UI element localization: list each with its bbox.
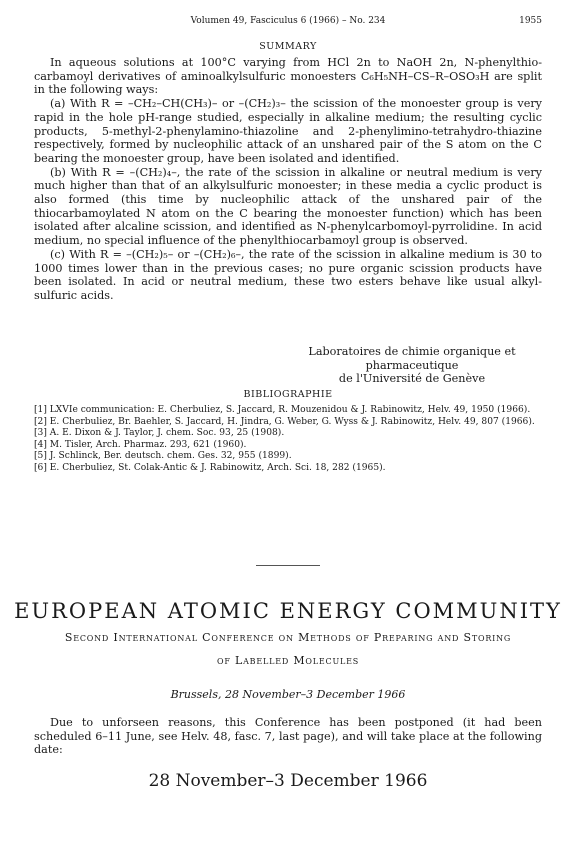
reference-item: [2] E. Cherbuliez, Br. Baehler, S. Jaccard, H. Jindra, G. Weber, G. Wyss & J. Rabinowitz, Helv. 49, 807 (1966).: [34, 416, 535, 427]
summary-paragraph-intro: In aqueous solutions at 100°C varying from HCl 2n to NaOH 2n, N-phenylthio-carbamoyl derivatives of aminoalkylsulfuric monoesters C₆H₅NH–CS–R–OSO₃H are split in the following ways:: [34, 56, 542, 97]
announcement-subtitle-line-1: Second International Conference on Methods of Preparing and Storing: [64, 631, 512, 644]
conference-place-date: Brussels, 28 November–3 December 1966: [170, 688, 406, 701]
summary-heading: SUMMARY: [259, 41, 317, 52]
reference-item: [6] E. Cherbuliez, St. Colak-Antic & J. Rabinowitz, Arch. Sci. 18, 282 (1965).: [34, 462, 386, 473]
reference-list: [34, 405, 546, 475]
summary-paragraph-a: (a) With R = –CH₂–CH(CH₃)– or –(CH₂)₃– the scission of the monoester group is very rapid in the hole pH-range studied, especially in alkaline medium; the resulting cyclic products, 5-methyl-2-phenylamino-thiazoline and 2-phenylimino-tetrahydro-thiazine respectively, formed by nucleophilic attack of an unshared pair of the S atom on the C bearing the monoester group, have been isolated and identified.: [34, 97, 542, 165]
reference-item: [1] LXVIe communication: E. Cherbuliez, S. Jaccard, R. Mouzenidou & J. Rabinowitz, Helv. 49, 1950 (1966).: [34, 405, 531, 415]
announcement-body: [34, 716, 542, 757]
summary-body: [34, 56, 542, 303]
affiliation: [292, 345, 532, 386]
summary-paragraph-c: (c) With R = –(CH₂)₅– or –(CH₂)₆–, the rate of the scission in alkaline medium is 30 to 1000 times lower than in the previous cases; no pure organic scission products have been isolated. In acid or neutral medium, these two esters behave like usual alkyl-sulfuric acids.: [34, 247, 542, 302]
affiliation-line-2: de l'Université de Genève: [338, 372, 486, 386]
announcement-title: EUROPEAN ATOMIC ENERGY COMMUNITY: [14, 599, 562, 623]
reference-item: [3] A. E. Dixon & J. Taylor, J. chem. Soc. 93, 25 (1908).: [34, 428, 285, 439]
summary-paragraph-b: (b) With R = –(CH₂)₄–, the rate of the scission in alkaline or neutral medium is very much higher than that of an alkylsulfuric monoester; in these media a cyclic product is also formed (this time by nucleophilic attack of the unshared pair of the thiocarbamoylated N atom on the C bearing the monoester function) which has been isolated after alcaline scission, and identified as N-phenylcarbomoyl-pyrrolidine. In acid medium, no special influence of the phenylthiocarbamoyl group is observed.: [34, 165, 542, 248]
page-number: 1955: [519, 16, 542, 26]
announcement-paragraph: Due to unforseen reasons, this Conference has been postponed (it had been scheduled 6–11 June, see Helv. 48, fasc. 7, last page), and will take place at the following date:: [34, 716, 542, 757]
reference-item: [5] J. Schlinck, Ber. deutsch. chem. Ges. 32, 955 (1899).: [34, 451, 292, 462]
affiliation-line-1: Laboratoires de chimie organique et pharmaceutique: [308, 345, 516, 372]
journal-volume-line: Volumen 49, Fasciculus 6 (1966) – No. 234: [190, 16, 386, 26]
running-header: [0, 16, 576, 30]
bibliography-heading: BIBLIOGRAPHIE: [243, 389, 333, 400]
reference-item: [4] M. Tisler, Arch. Pharmaz. 293, 621 (1960).: [34, 439, 247, 450]
section-divider: [256, 565, 320, 566]
announcement-subtitle-line-2: of Labelled Molecules: [216, 654, 360, 667]
new-conference-date: 28 November–3 December 1966: [148, 771, 428, 791]
